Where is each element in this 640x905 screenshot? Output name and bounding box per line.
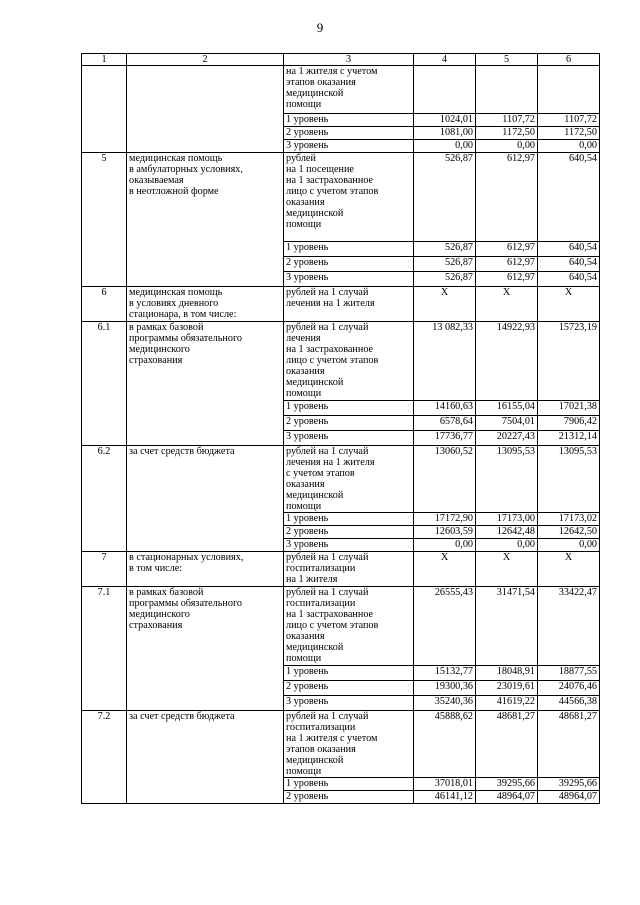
header-cell: 5 — [476, 54, 538, 66]
value-cell — [476, 66, 538, 114]
value-cell: X — [476, 287, 538, 322]
level-label: 2 уровень — [284, 681, 414, 696]
unit-cell: рублей на 1 случай госпитализации на 1 застрахованное лицо с учетом этапов оказания медицинской помощи — [284, 587, 414, 666]
unit-cell: рублей на 1 случай лечения на 1 застрахованное лицо с учетом этапов оказания медицинской помощи — [284, 322, 414, 401]
row-name-cell: за счет средств бюджета — [127, 711, 284, 804]
value-cell: 35240,36 — [414, 696, 476, 711]
value-cell: 33422,47 — [538, 587, 600, 666]
unit-cell: рублей на 1 случай лечения на 1 жителя с учетом этапов оказания медицинской помощи — [284, 446, 414, 513]
value-cell: 0,00 — [538, 140, 600, 153]
value-cell: X — [476, 552, 538, 587]
level-label: 2 уровень — [284, 791, 414, 804]
table-row — [82, 66, 600, 114]
row-number-cell: 5 — [82, 153, 127, 287]
value-cell: 48681,27 — [476, 711, 538, 778]
value-cell: 7504,01 — [476, 416, 538, 431]
value-cell: 18048,91 — [476, 666, 538, 681]
value-cell: 23019,61 — [476, 681, 538, 696]
level-label: 1 уровень — [284, 242, 414, 257]
value-cell: 24076,46 — [538, 681, 600, 696]
level-label: 2 уровень — [284, 416, 414, 431]
row-number-cell: 6.1 — [82, 322, 127, 446]
unit-cell: рублей на 1 посещение на 1 застрахованное лицо с учетом этапов оказания медицинской помощи — [284, 153, 414, 242]
value-cell: 14922,93 — [476, 322, 538, 401]
value-cell: 7906,42 — [538, 416, 600, 431]
row-name-cell: в рамках базовой программы обязательного медицинского страхования — [127, 322, 284, 446]
value-cell: 12642,50 — [538, 526, 600, 539]
level-label: 3 уровень — [284, 431, 414, 446]
table-row — [82, 446, 600, 513]
value-cell: 1081,00 — [414, 127, 476, 140]
header-cell: 3 — [284, 54, 414, 66]
unit-cell: рублей на 1 случай госпитализации на 1 жителя — [284, 552, 414, 587]
value-cell: X — [414, 552, 476, 587]
value-cell: 0,00 — [476, 539, 538, 552]
value-cell: 14160,63 — [414, 401, 476, 416]
value-cell: 48964,07 — [476, 791, 538, 804]
value-cell: 6578,64 — [414, 416, 476, 431]
header-cell: 1 — [82, 54, 127, 66]
value-cell: 12603,59 — [414, 526, 476, 539]
value-cell: 46141,12 — [414, 791, 476, 804]
value-cell: 17021,38 — [538, 401, 600, 416]
value-cell: 13 082,33 — [414, 322, 476, 401]
value-cell: 640,54 — [538, 153, 600, 242]
value-cell: 17173,02 — [538, 513, 600, 526]
row-name-cell: за счет средств бюджета — [127, 446, 284, 552]
header-cell: 6 — [538, 54, 600, 66]
value-cell: 19300,36 — [414, 681, 476, 696]
value-cell: 15723,19 — [538, 322, 600, 401]
value-cell: 0,00 — [414, 140, 476, 153]
value-cell: 39295,66 — [476, 778, 538, 791]
value-cell: 640,54 — [538, 257, 600, 272]
header-cell: 2 — [127, 54, 284, 66]
level-label: 2 уровень — [284, 526, 414, 539]
row-name-cell: в стационарных условиях, в том числе: — [127, 552, 284, 587]
level-label: 3 уровень — [284, 140, 414, 153]
value-cell: 48681,27 — [538, 711, 600, 778]
value-cell: 41619,22 — [476, 696, 538, 711]
level-label: 1 уровень — [284, 666, 414, 681]
value-cell: 0,00 — [414, 539, 476, 552]
value-cell — [538, 66, 600, 114]
value-cell: 640,54 — [538, 242, 600, 257]
value-cell: 26555,43 — [414, 587, 476, 666]
value-cell: 16155,04 — [476, 401, 538, 416]
row-name-cell — [127, 66, 284, 153]
value-cell: 640,54 — [538, 272, 600, 287]
value-cell: 612,97 — [476, 242, 538, 257]
value-cell: 0,00 — [476, 140, 538, 153]
row-name-cell: медицинская помощь в амбулаторных условиях, оказываемая в неотложной форме — [127, 153, 284, 287]
value-cell: 1107,72 — [476, 114, 538, 127]
header-cell: 4 — [414, 54, 476, 66]
row-name-cell: в рамках базовой программы обязательного медицинского страхования — [127, 587, 284, 711]
value-cell: 48964,07 — [538, 791, 600, 804]
row-number-cell: 6.2 — [82, 446, 127, 552]
value-cell: 17172,90 — [414, 513, 476, 526]
level-label: 3 уровень — [284, 539, 414, 552]
header-row — [82, 54, 600, 66]
value-cell: 13095,53 — [476, 446, 538, 513]
level-label: 3 уровень — [284, 696, 414, 711]
value-cell: 20227,43 — [476, 431, 538, 446]
value-cell: 526,87 — [414, 242, 476, 257]
value-cell: X — [538, 287, 600, 322]
level-label: 3 уровень — [284, 272, 414, 287]
value-cell: 1172,50 — [476, 127, 538, 140]
table-row — [82, 153, 600, 242]
page-number: 9 — [316, 20, 324, 35]
unit-cell: на 1 жителя с учетом этапов оказания медицинской помощи — [284, 66, 414, 114]
value-cell: 1024,01 — [414, 114, 476, 127]
table-row — [82, 711, 600, 778]
value-cell: 44566,38 — [538, 696, 600, 711]
tariff-table — [81, 53, 600, 804]
value-cell: 17736,77 — [414, 431, 476, 446]
value-cell: 612,97 — [476, 257, 538, 272]
value-cell: 17173,00 — [476, 513, 538, 526]
row-number-cell: 7.2 — [82, 711, 127, 804]
value-cell: 15132,77 — [414, 666, 476, 681]
level-label: 1 уровень — [284, 778, 414, 791]
value-cell: 0,00 — [538, 539, 600, 552]
value-cell: 13095,53 — [538, 446, 600, 513]
level-label: 1 уровень — [284, 513, 414, 526]
row-number-cell: 6 — [82, 287, 127, 322]
unit-cell: рублей на 1 случай госпитализации на 1 жителя с учетом этапов оказания медицинской помощи — [284, 711, 414, 778]
row-number-cell: 7.1 — [82, 587, 127, 711]
value-cell: 31471,54 — [476, 587, 538, 666]
level-label: 2 уровень — [284, 127, 414, 140]
row-number-cell — [82, 66, 127, 153]
value-cell: 45888,62 — [414, 711, 476, 778]
level-label: 1 уровень — [284, 114, 414, 127]
value-cell: 612,97 — [476, 272, 538, 287]
level-label: 2 уровень — [284, 257, 414, 272]
value-cell: 1107,72 — [538, 114, 600, 127]
value-cell: 1172,50 — [538, 127, 600, 140]
value-cell: 18877,55 — [538, 666, 600, 681]
value-cell: 21312,14 — [538, 431, 600, 446]
value-cell: 13060,52 — [414, 446, 476, 513]
table-row — [82, 587, 600, 666]
value-cell: 526,87 — [414, 272, 476, 287]
table-row — [82, 287, 600, 322]
row-number-cell: 7 — [82, 552, 127, 587]
value-cell: X — [414, 287, 476, 322]
value-cell: 39295,66 — [538, 778, 600, 791]
table-row — [82, 322, 600, 401]
value-cell: 37018,01 — [414, 778, 476, 791]
level-label: 1 уровень — [284, 401, 414, 416]
value-cell: 612,97 — [476, 153, 538, 242]
value-cell: 526,87 — [414, 257, 476, 272]
value-cell: 12642,48 — [476, 526, 538, 539]
unit-cell: рублей на 1 случай лечения на 1 жителя — [284, 287, 414, 322]
value-cell: X — [538, 552, 600, 587]
value-cell: 526,87 — [414, 153, 476, 242]
value-cell — [414, 66, 476, 114]
row-name-cell: медицинская помощь в условиях дневного стационара, в том числе: — [127, 287, 284, 322]
table-row — [82, 552, 600, 587]
